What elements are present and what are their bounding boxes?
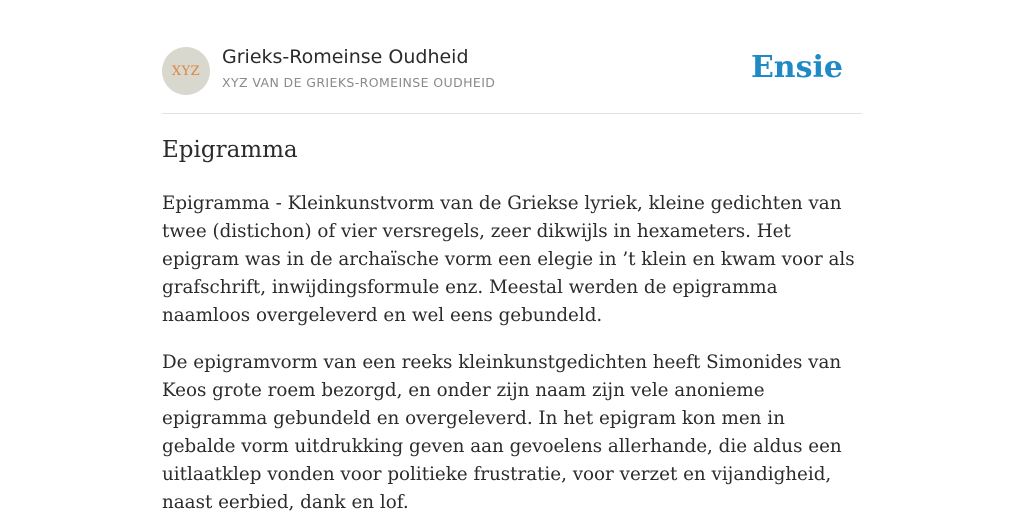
article-paragraph: Epigramma - Kleinkunstvorm van de Griekse lyriek, kleine gedichten van twee (distichon) of vier versregels, zeer dikwijls in hexameters. Het epigram was in de archaïsche vorm een elegie in ’t klein en kwam voor als grafschrift, inwijdingsformule enz. Meestal werden de epigramma naamloos overgeleverd en wel eens gebundeld. (162, 193, 855, 326)
brand-logo-link[interactable]: Ensie (750, 50, 843, 85)
article-title: Epigramma (162, 137, 298, 163)
article-paragraph: De epigramvorm van een reeks kleinkunstgedichten heeft Simonides van Keos grote roem bezorgd, en onder zijn naam zijn vele anonieme epigramma gebundeld en overgeleverd. In het epigram kon men in gebalde vorm uitdrukking geven aan gevoelens allerhande, die aldus een uitlaatklep vonden voor politieke frustratie, voor verzet en vijandigheid, naast eerbied, dank en lof. (162, 352, 842, 512)
avatar[interactable]: XYZ (162, 47, 210, 95)
site-subtitle: XYZ VAN DE GRIEKS-ROMEINSE OUDHEID (222, 75, 496, 90)
header (162, 0, 862, 114)
site-title[interactable]: Grieks-Romeinse Oudheid (222, 46, 469, 68)
